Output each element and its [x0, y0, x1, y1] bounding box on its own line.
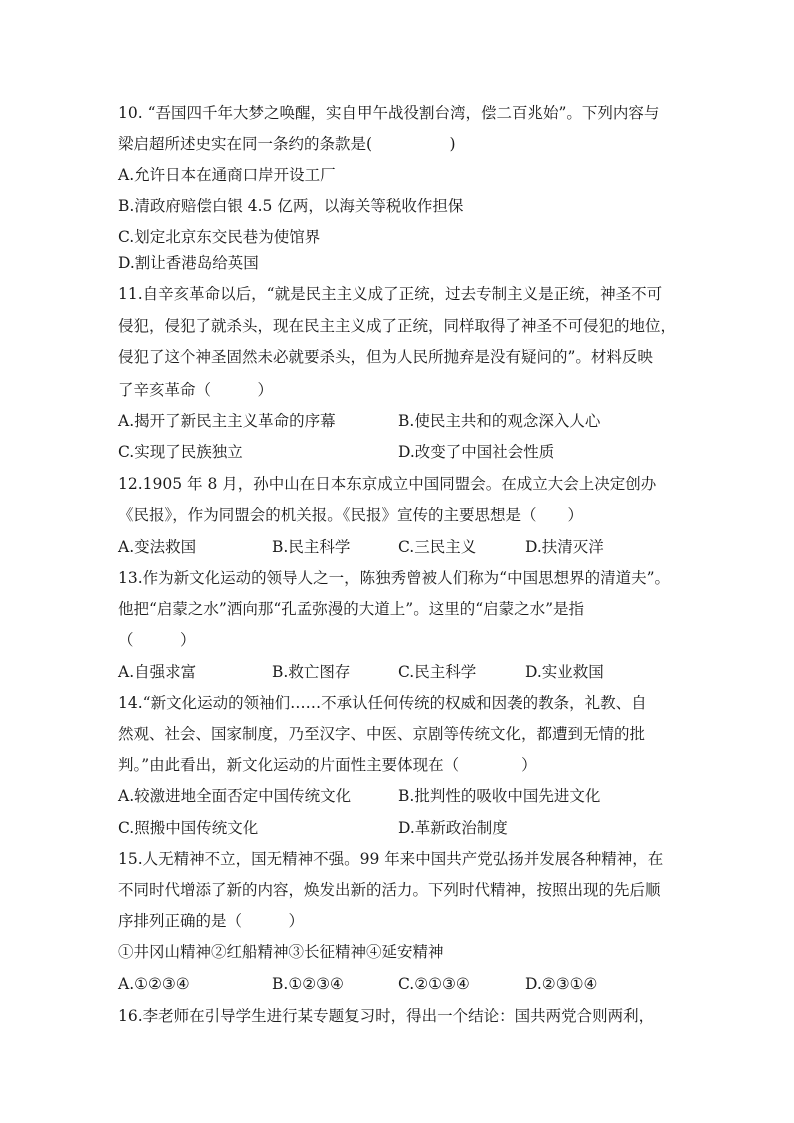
q13-option-c: C.民主科学 — [398, 663, 477, 681]
q12-option-c: C.三民主义 — [398, 538, 477, 556]
q15-option-d: D.②③①④ — [525, 975, 598, 993]
q11-stem-line-4: 了辛亥革命（ ） — [118, 381, 274, 399]
q15-option-a: A.①②③④ — [118, 975, 190, 993]
q15-stem-line-2: 不同时代增添了新的内容，焕发出新的活力。下列时代精神，按照出现的先后顺 — [118, 881, 661, 899]
q11-stem-line-3: 侵犯了这个神圣固然未必就要杀头，但为人民所抛弃是没有疑问的”。材料反映 — [118, 348, 653, 366]
q10-option-b: B.清政府赔偿白银 4.5 亿两，以海关等税收作担保 — [118, 197, 464, 215]
q12-option-b: B.民主科学 — [272, 538, 351, 556]
q12-option-d: D.扶清灭洋 — [525, 538, 604, 556]
q13-stem-line-1: 13.作为新文化运动的领导人之一，陈独秀曾被人们称为“中国思想界的清道夫”。 — [118, 569, 671, 587]
q13-option-d: D.实业救国 — [525, 663, 604, 681]
q14-option-a: A.较激进地全面否定中国传统文化 — [118, 787, 352, 805]
q11-option-b: B.使民主共和的观念深入人心 — [398, 412, 601, 430]
q15-stem-line-4: ①井冈山精神②红船精神③长征精神④延安精神 — [118, 943, 444, 961]
q15-stem-line-1: 15.人无精神不立，国无精神不强。99 年来中国共产党弘扬并发展各种精神，在 — [118, 850, 664, 868]
q15-option-c: C.②①③④ — [398, 975, 470, 993]
q13-stem-line-2: 他把“启蒙之水”洒向那“孔孟弥漫的大道上”。这里的“启蒙之水”是指 — [118, 600, 585, 618]
q14-option-b: B.批判性的吸收中国先进文化 — [398, 787, 601, 805]
q13-option-a: A.自强求富 — [118, 663, 197, 681]
q14-option-d: D.革新政治制度 — [398, 819, 508, 837]
q13-option-b: B.救亡图存 — [272, 663, 351, 681]
q10-option-d: D.割让香港岛给英国 — [118, 254, 259, 272]
q15-option-b: B.①②③④ — [272, 975, 344, 993]
q10-option-a: A.允许日本在通商口岸开设工厂 — [118, 166, 336, 184]
q14-stem-line-2: 然观、社会、国家制度，乃至汉字、中医、京剧等传统文化，都遭到无情的批 — [118, 725, 646, 743]
q11-stem-line-2: 侵犯，侵犯了就杀头，现在民主主义成了正统，同样取得了神圣不可侵犯的地位， — [118, 317, 677, 335]
q12-stem-line-2: 《民报》，作为同盟会的机关报。《民报》宣传的主要思想是（ ） — [118, 506, 584, 524]
q11-option-c: C.实现了民族独立 — [118, 443, 243, 461]
q12-stem-line-1: 12.1905 年 8 月，孙中山在日本东京成立中国同盟会。在成立大会上决定创办 — [118, 475, 657, 493]
q15-stem-line-3: 序排列正确的是（ ） — [118, 912, 305, 930]
q11-option-a: A.揭开了新民主主义革命的序幕 — [118, 412, 336, 430]
q14-stem-line-1: 14.“新文化运动的领袖们……不承认任何传统的权威和因袭的教条，礼教、自 — [118, 694, 647, 712]
q16-stem-line-1: 16.李老师在引导学生进行某专题复习时，得出一个结论：国共两党合则两利， — [118, 1007, 655, 1025]
q10-stem-line-2: 梁启超所述史实在同一条约的条款是( ) — [118, 135, 456, 153]
q14-option-c: C.照搬中国传统文化 — [118, 819, 259, 837]
q13-stem-line-3: （ ） — [118, 631, 196, 649]
q11-stem-line-1: 11.自辛亥革命以后，“就是民主主义成了正统，过去专制主义是正统，神圣不可 — [118, 285, 663, 303]
q12-option-a: A.变法救国 — [118, 538, 197, 556]
q14-stem-line-3: 判。”由此看出，新文化运动的片面性主要体现在（ ） — [118, 756, 537, 774]
q11-option-d: D.改变了中国社会性质 — [398, 443, 555, 461]
q10-stem-line-1: 10. “吾国四千年大梦之唤醒，实自甲午战役割台湾，偿二百兆始”。下列内容与 — [118, 104, 660, 122]
q10-option-c: C.划定北京东交民巷为使馆界 — [118, 228, 321, 246]
